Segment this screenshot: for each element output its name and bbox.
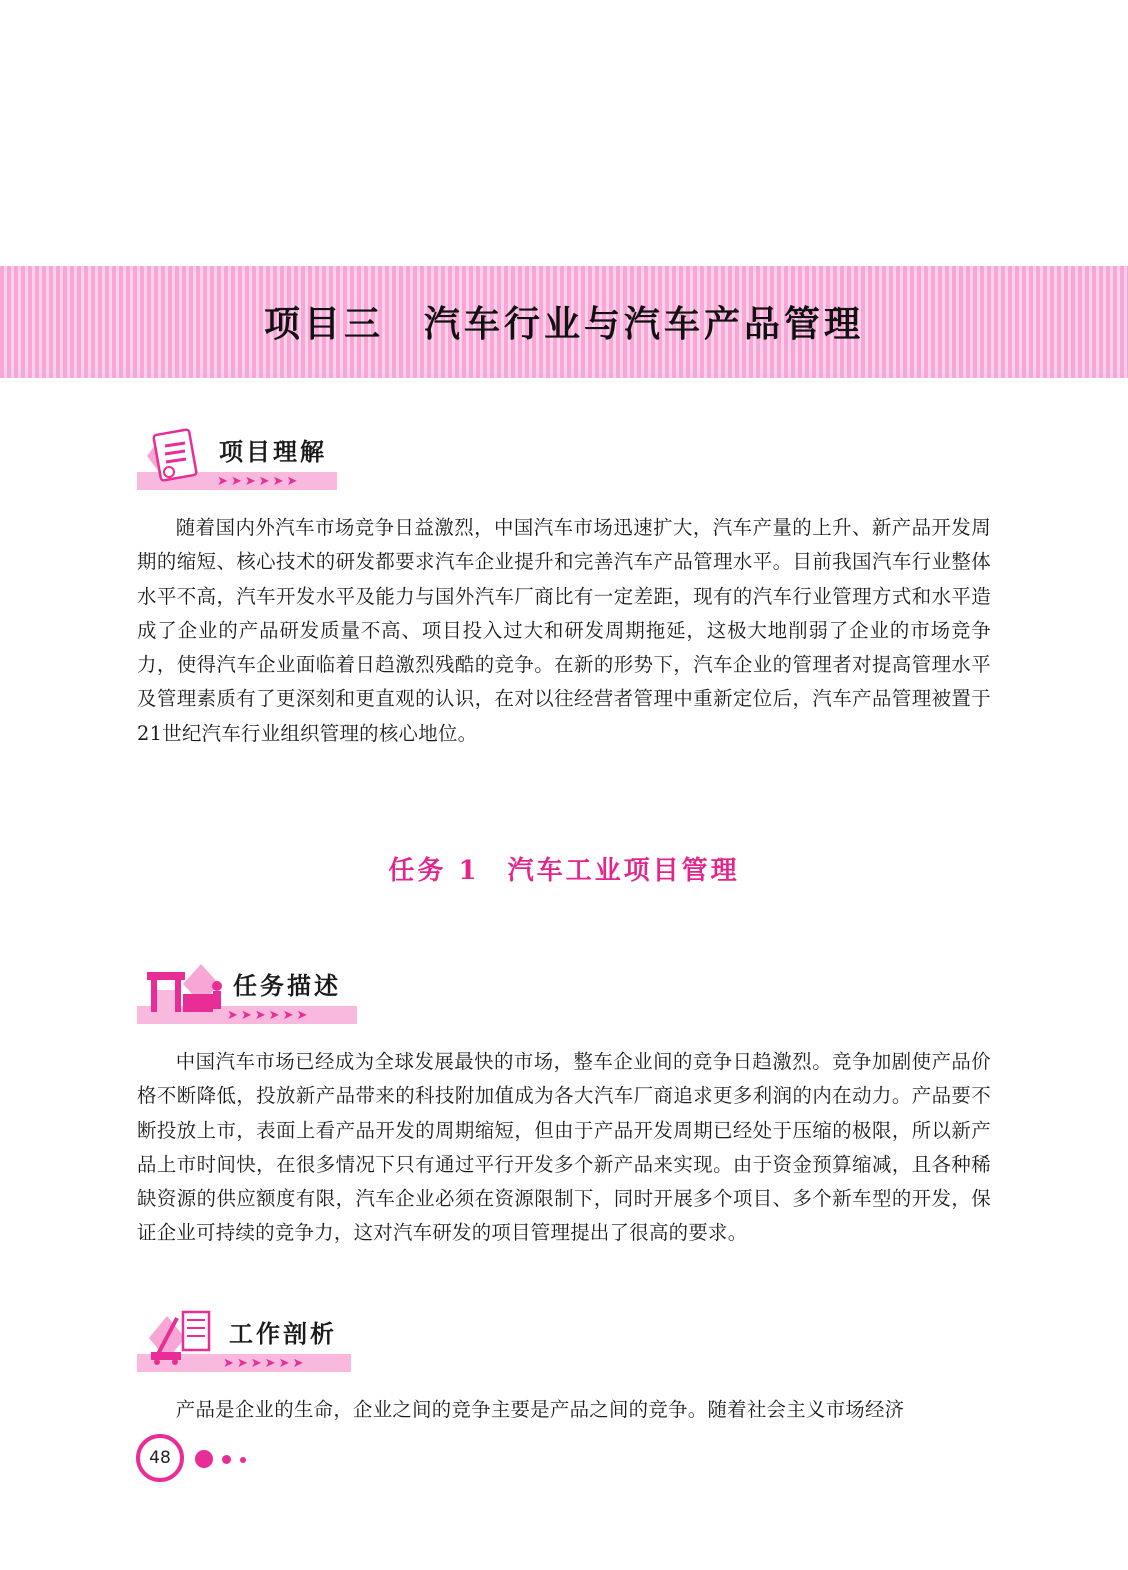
chapter-title-text: 汽车行业与汽车产品管理 [424, 304, 865, 345]
task-number: 任务 1 [388, 856, 480, 886]
section-header-analysis [137, 1306, 351, 1372]
building-worker-icon [143, 960, 227, 1026]
section-label: 任务描述 [233, 972, 341, 1000]
document-checklist-icon [143, 426, 207, 492]
understanding-paragraph: 随着国内外汽车市场竞争日益激烈，中国汽车市场迅速扩大，汽车产量的上升、新产品开发周期的缩短、核心技术的研发都要求汽车企业提升和完善汽车产品管理水平。目前我国汽车行业整体水平不高，汽车开发水平及能力与国外汽车厂商比有一定差距，现有的汽车行业管理方式和水平造成了企业的产品研发质量不高、项目投入过大和研发周期拖延，这极大地削弱了企业的市场竞争力，使得汽车企业面临着日趋激烈残酷的竞争。在新的形势下，汽车企业的管理者对提高管理水平及管理素质有了更深刻和更直观的认识，在对以往经营者管理中重新定位后，汽车产品管理被置于21世纪汽车行业组织管理的核心地位。 [137, 516, 991, 745]
chapter-prefix: 项目三 [263, 304, 384, 345]
page-dot-medium [222, 1455, 231, 1464]
section-label: 项目理解 [219, 438, 327, 466]
chevron-decoration: ➤➤➤➤➤➤ [217, 474, 301, 489]
task-heading [0, 850, 1128, 887]
task-title: 汽车工业项目管理 [507, 856, 740, 886]
chevron-decoration: ➤➤➤➤➤➤ [223, 1356, 307, 1371]
section-header-understanding [137, 424, 337, 490]
description-paragraph: 中国汽车市场已经成为全球发展最快的市场，整车企业间的竞争日趋激烈。竞争加剧使产品价格不断降低，投放新产品带来的科技附加值成为各大汽车厂商追求更多利润的内在动力。产品要不断投放上市，表面上看产品开发的周期缩短，但由于产品开发周期已经处于压缩的极限，所以新产品上市时间快，在很多情况下只有通过平行开发多个新产品来实现。由于资金预算缩减，且各种稀缺资源的供应额度有限，汽车企业必须在资源限制下，同时开展多个项目、多个新车型的开发，保证企业可持续的竞争力，这对汽车研发的项目管理提出了很高的要求。 [137, 1050, 991, 1245]
crane-notebook-icon [143, 1308, 219, 1374]
chevron-decoration: ➤➤➤➤➤➤ [227, 1008, 311, 1023]
section-label: 工作剖析 [229, 1320, 337, 1348]
chapter-banner [0, 266, 1128, 378]
chapter-title [0, 296, 1128, 347]
page-dot-large [195, 1450, 213, 1468]
page-dot-small [240, 1457, 246, 1463]
section-header-description [137, 958, 357, 1024]
page-number: 48 [136, 1434, 184, 1482]
analysis-paragraph: 产品是企业的生命，企业之间的竞争主要是产品之间的竞争。随着社会主义市场经济 [175, 1398, 905, 1421]
